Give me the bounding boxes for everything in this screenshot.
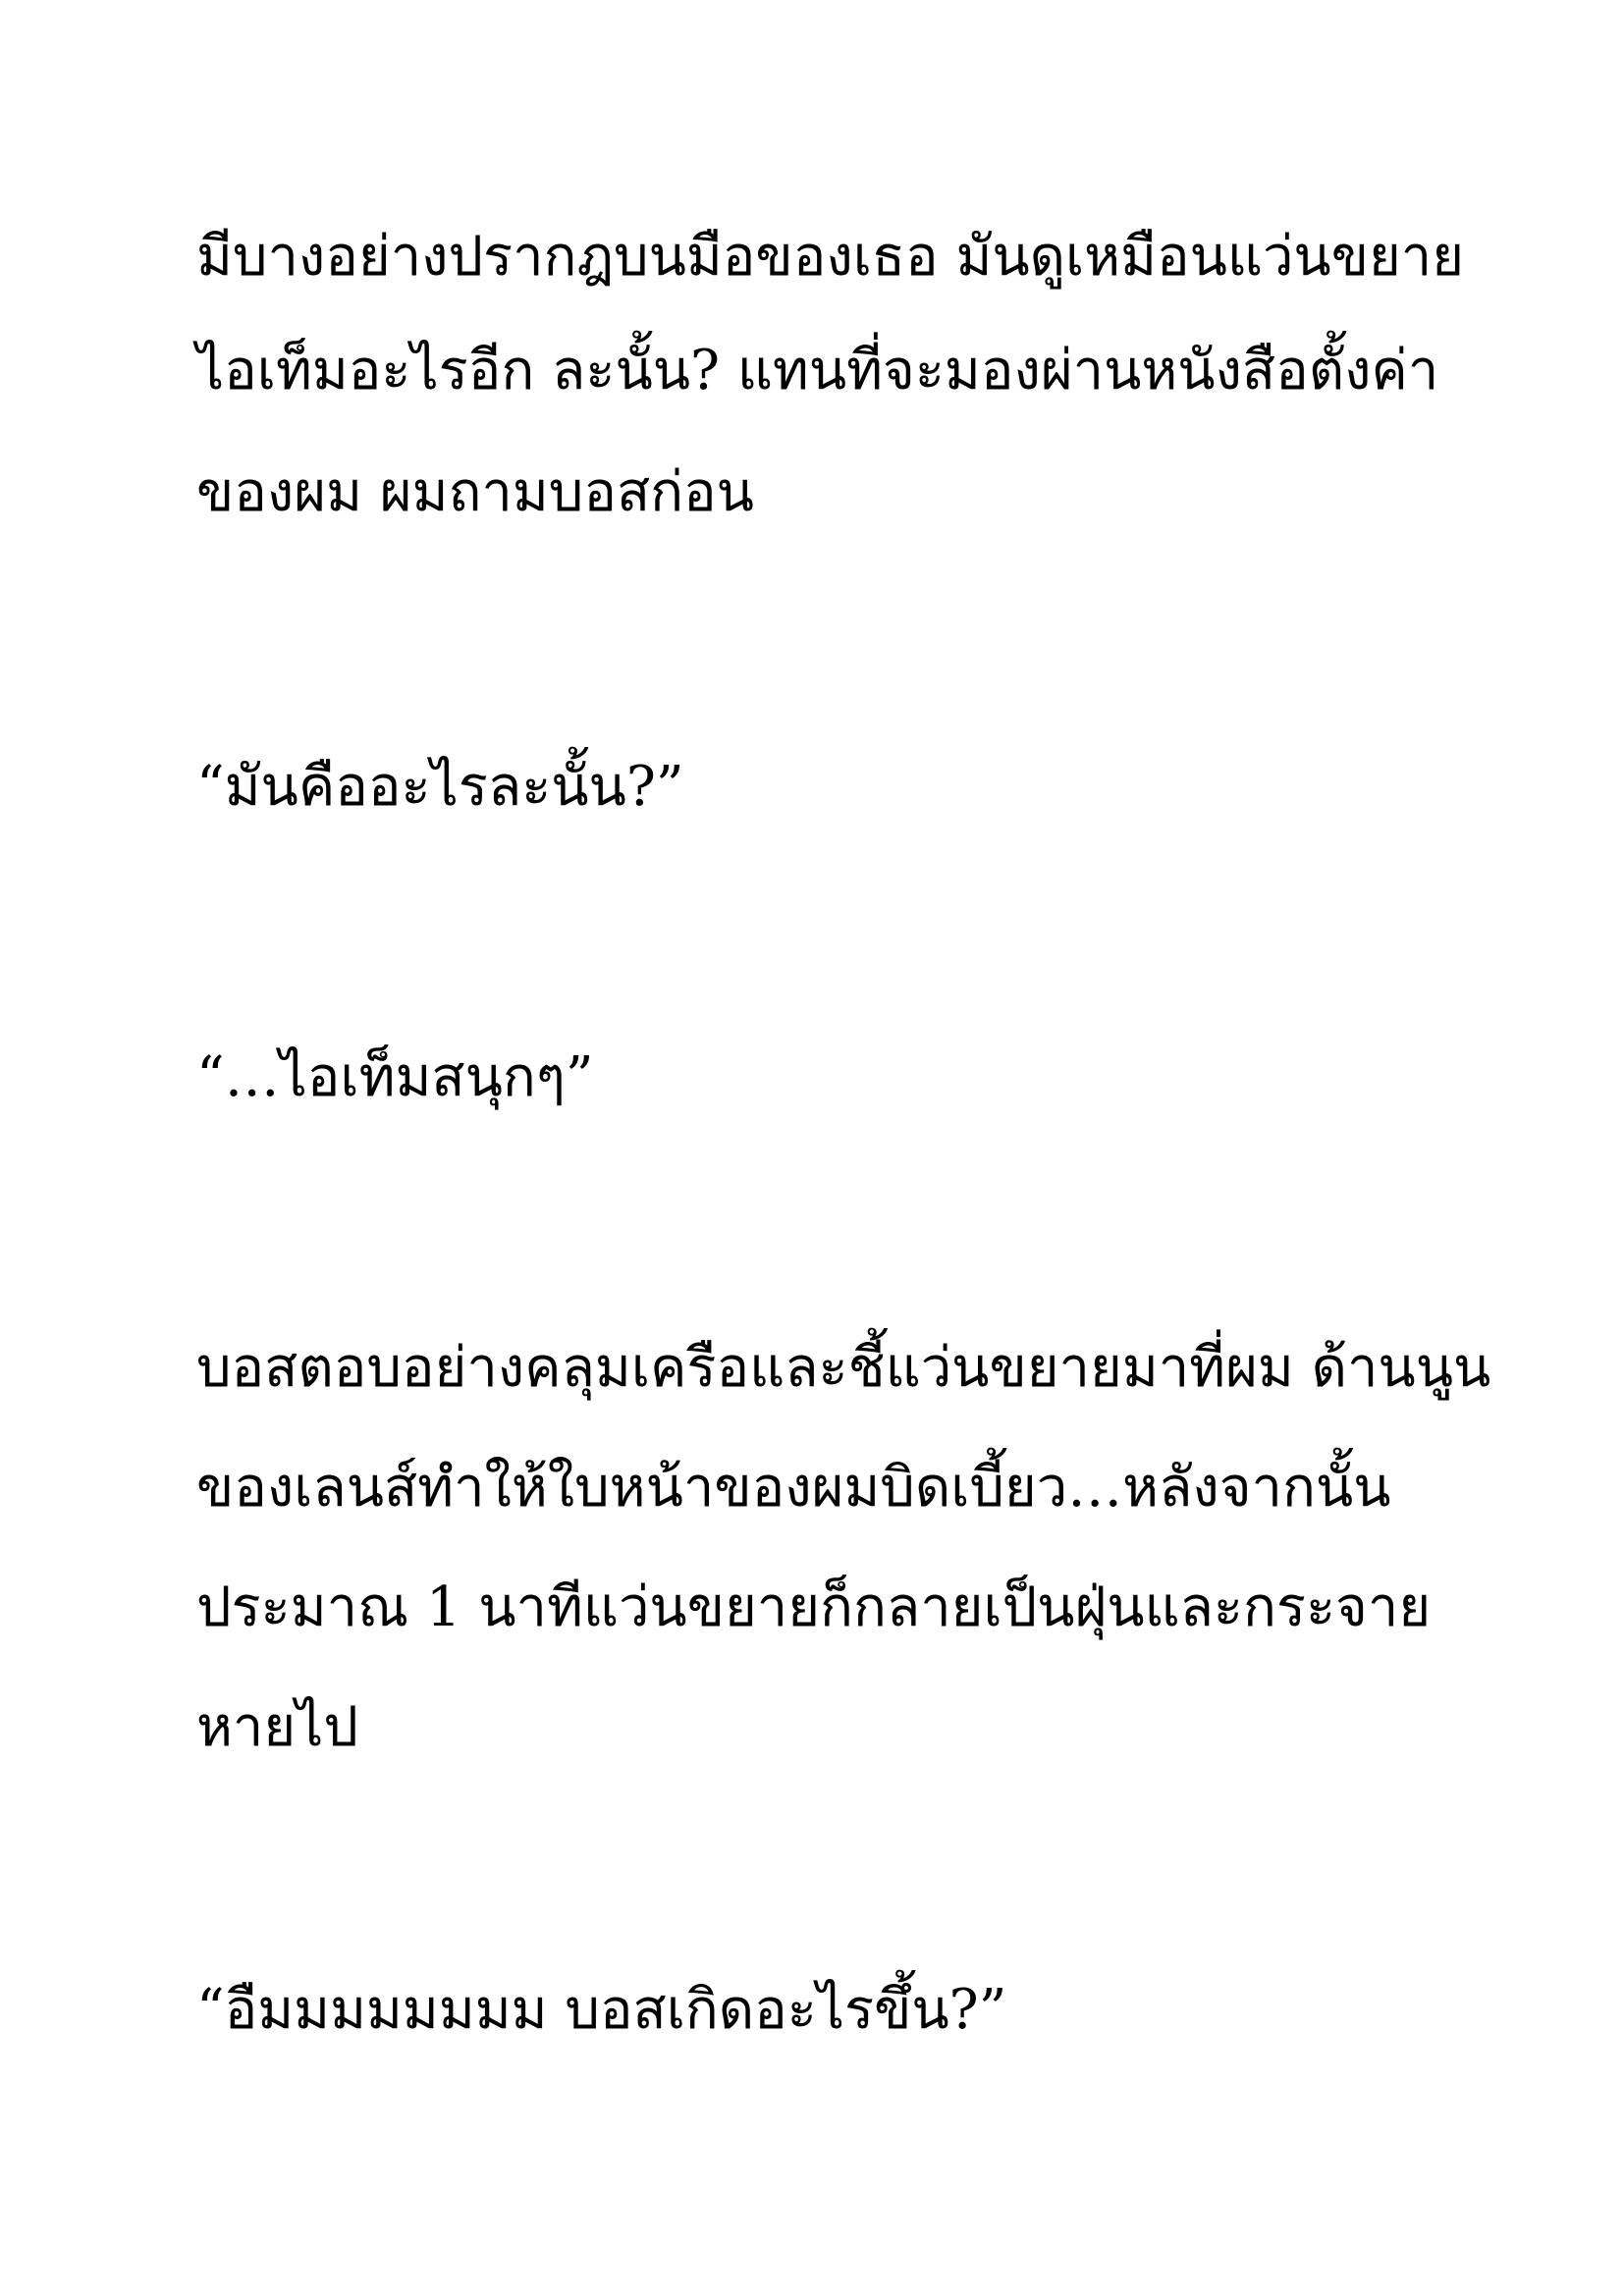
text-line: บอสตอบอย่างคลุมเครือและชี้แว่นขยายมาที่ผม ด้านนูน — [196, 1336, 1491, 1400]
text-line: ของเลนส์ทำให้ใบหน้าของผมบิดเบี้ยว…หลังจากนั้น — [196, 1456, 1391, 1520]
text-line: หายไป — [196, 1695, 358, 1759]
text-line: มีบางอย่างปรากฎบนมือของเธอ มันดูเหมือนแว่นขยาย — [196, 225, 1465, 289]
dialogue-line: “อืมมมมมมมม บอสเกิดอะไรขึ้น?” — [196, 1978, 1007, 2042]
dialogue-line: “…ไอเท็มสนุกๆ” — [196, 1045, 594, 1109]
text-line: ประมาณ 1 นาทีแว่นขยายก็กลายเป็นฝุ่นและกระจาย — [196, 1575, 1432, 1639]
text-line: ไอเท็มอะไรอีก ละนั้น? แทนที่จะมองผ่านหนังสือตั้งค่า — [196, 339, 1439, 402]
dialogue-line: “มันคืออะไรละนั้น?” — [196, 755, 684, 819]
text-line: ของผม ผมถามบอสก่อน — [196, 460, 754, 524]
